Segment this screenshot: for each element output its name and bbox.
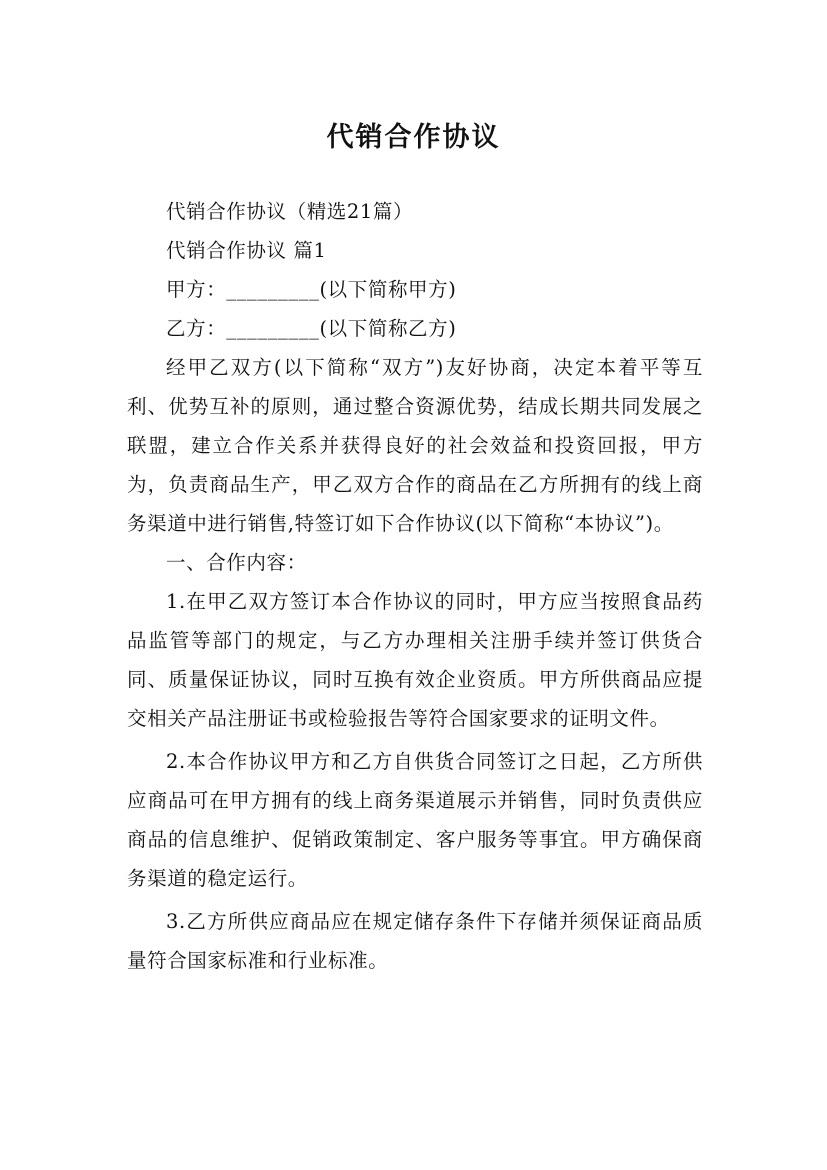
- clause-1: 1.在甲乙双方签订本合作协议的同时，甲方应当按照食品药品监管等部门的规定，与乙方办理相关注册手续并签订供货合同、质量保证协议，同时互换有效企业资质。甲方所供商品应提交相关产品注册证书或检验报告等符合国家要求的证明文件。: [127, 590, 703, 730]
- paragraph-collection-title: 代销合作协议（精选21篇）: [166, 200, 414, 223]
- document-body: [127, 192, 703, 980]
- clause-2: 2.本合作协议甲方和乙方自供货合同签订之日起，乙方所供应商品可在甲方拥有的线上商务渠道展示并销售，同时负责供应商品的信息维护、促销政策制定、客户服务等事宜。甲方确保商务渠道的稳定运行。: [127, 750, 703, 890]
- paragraph-preamble: 经甲乙双方(以下简称“双方”)友好协商，决定本着平等互利、优势互补的原则，通过整合资源优势，结成长期共同发展之联盟，建立合作关系并获得良好的社会效益和投资回报，甲方为，负责商品生产，甲乙双方合作的商品在乙方所拥有的线上商务渠道中进行销售,特签订如下合作协议(以下简称“本协议”)。: [127, 356, 703, 535]
- section-heading-cooperation: 一、合作内容：: [166, 551, 307, 574]
- paragraph-article-heading: 代销合作协议 篇1: [166, 239, 327, 262]
- paragraph-party-b: 乙方：_________(以下简称乙方): [166, 317, 457, 340]
- paragraph-party-a: 甲方：_________(以下简称甲方): [166, 278, 457, 301]
- clause-3: 3.乙方所供应商品应在规定储存条件下存储并须保证商品质量符合国家标准和行业标准。: [127, 910, 703, 972]
- document-title: 代销合作协议: [326, 122, 501, 154]
